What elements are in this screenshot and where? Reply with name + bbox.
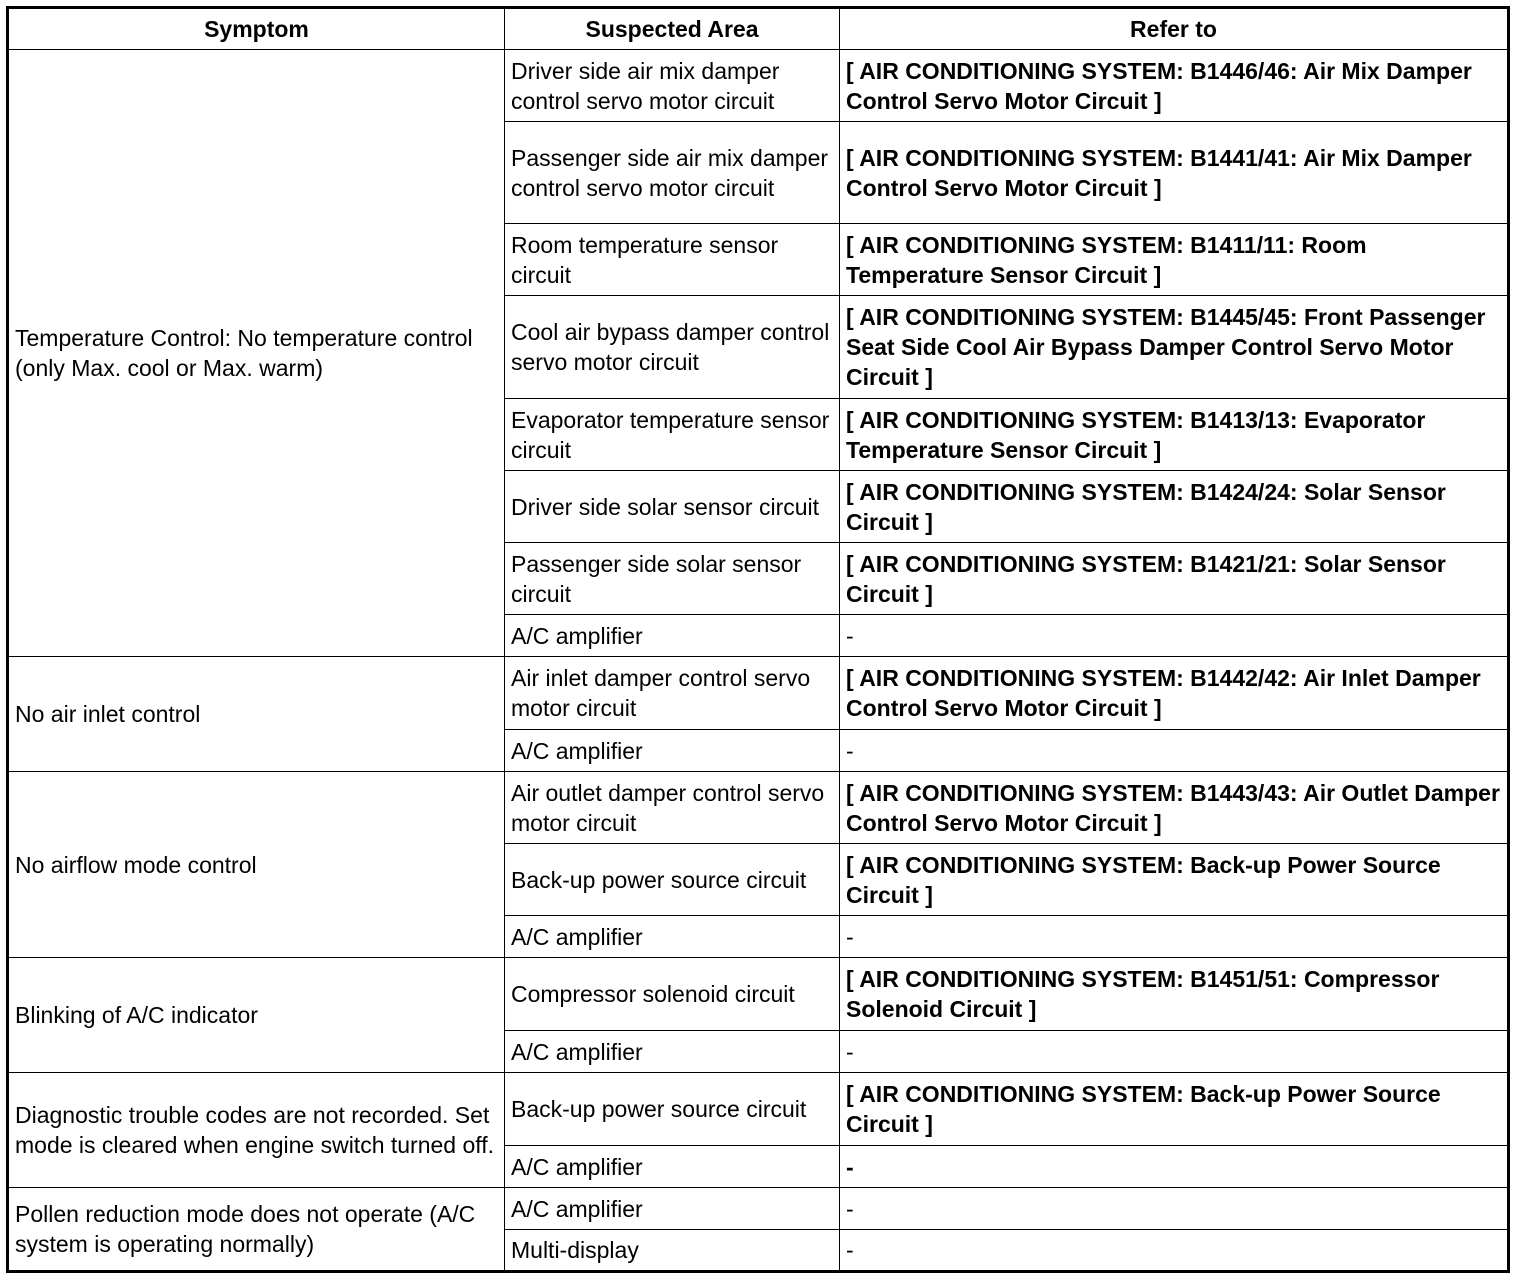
suspected-area-cell: A/C amplifier	[505, 615, 840, 657]
suspected-area-cell: Passenger side air mix damper control servo motor circuit	[505, 122, 840, 224]
suspected-area-cell: A/C amplifier	[505, 1188, 840, 1230]
refer-to-link[interactable]: [ AIR CONDITIONING SYSTEM: B1441/41: Air Mix Damper Control Servo Motor Circuit ]	[840, 122, 1509, 224]
refer-to-cell: -	[840, 1230, 1509, 1272]
refer-to-link[interactable]: [ AIR CONDITIONING SYSTEM: B1451/51: Compressor Solenoid Circuit ]	[840, 958, 1509, 1031]
suspected-area-cell: A/C amplifier	[505, 730, 840, 772]
header-refer-to: Refer to	[840, 8, 1509, 50]
symptom-cell: Blinking of A/C indicator	[8, 958, 505, 1073]
refer-to-cell: -	[840, 916, 1509, 958]
symptom-cell: Diagnostic trouble codes are not recorded. Set mode is cleared when engine switch turned off.	[8, 1073, 505, 1188]
suspected-area-cell: Compressor solenoid circuit	[505, 958, 840, 1031]
symptom-cell: Temperature Control: No temperature control (only Max. cool or Max. warm)	[8, 50, 505, 657]
table-row	[8, 1073, 1509, 1146]
symptom-cell: No airflow mode control	[8, 772, 505, 958]
symptom-cell: No air inlet control	[8, 657, 505, 772]
refer-to-link[interactable]: [ AIR CONDITIONING SYSTEM: B1443/43: Air Outlet Damper Control Servo Motor Circuit ]	[840, 772, 1509, 844]
refer-to-link[interactable]: [ AIR CONDITIONING SYSTEM: B1421/21: Solar Sensor Circuit ]	[840, 543, 1509, 615]
suspected-area-cell: Air outlet damper control servo motor circuit	[505, 772, 840, 844]
suspected-area-cell: Air inlet damper control servo motor circuit	[505, 657, 840, 730]
refer-to-link[interactable]: [ AIR CONDITIONING SYSTEM: Back-up Power Source Circuit ]	[840, 1073, 1509, 1146]
table-row	[8, 958, 1509, 1031]
header-symptom: Symptom	[8, 8, 505, 50]
header-row	[8, 8, 1509, 50]
suspected-area-cell: A/C amplifier	[505, 916, 840, 958]
suspected-area-cell: Room temperature sensor circuit	[505, 224, 840, 296]
suspected-area-cell: Evaporator temperature sensor circuit	[505, 399, 840, 471]
refer-to-link[interactable]: [ AIR CONDITIONING SYSTEM: B1413/13: Evaporator Temperature Sensor Circuit ]	[840, 399, 1509, 471]
refer-to-cell: -	[840, 730, 1509, 772]
refer-to-cell: -	[840, 1188, 1509, 1230]
refer-to-link[interactable]: [ AIR CONDITIONING SYSTEM: B1442/42: Air Inlet Damper Control Servo Motor Circuit ]	[840, 657, 1509, 730]
table-row	[8, 50, 1509, 122]
refer-to-cell: -	[840, 1031, 1509, 1073]
suspected-area-cell: Cool air bypass damper control servo motor circuit	[505, 296, 840, 399]
table-row	[8, 1188, 1509, 1230]
refer-to-link[interactable]: [ AIR CONDITIONING SYSTEM: B1424/24: Solar Sensor Circuit ]	[840, 471, 1509, 543]
table-row	[8, 657, 1509, 730]
suspected-area-cell: A/C amplifier	[505, 1031, 840, 1073]
troubleshooting-table	[6, 6, 1510, 1273]
refer-to-cell: -	[840, 1146, 1509, 1188]
suspected-area-cell: Passenger side solar sensor circuit	[505, 543, 840, 615]
suspected-area-cell: Back-up power source circuit	[505, 844, 840, 916]
suspected-area-cell: A/C amplifier	[505, 1146, 840, 1188]
header-suspected-area: Suspected Area	[505, 8, 840, 50]
suspected-area-cell: Multi-display	[505, 1230, 840, 1272]
refer-to-link[interactable]: [ AIR CONDITIONING SYSTEM: B1446/46: Air Mix Damper Control Servo Motor Circuit ]	[840, 50, 1509, 122]
refer-to-cell: -	[840, 615, 1509, 657]
symptom-cell: Pollen reduction mode does not operate (A/C system is operating normally)	[8, 1188, 505, 1272]
refer-to-link[interactable]: [ AIR CONDITIONING SYSTEM: B1445/45: Front Passenger Seat Side Cool Air Bypass Damper Control Servo Motor Circuit ]	[840, 296, 1509, 399]
suspected-area-cell: Driver side solar sensor circuit	[505, 471, 840, 543]
suspected-area-cell: Driver side air mix damper control servo motor circuit	[505, 50, 840, 122]
refer-to-link[interactable]: [ AIR CONDITIONING SYSTEM: B1411/11: Room Temperature Sensor Circuit ]	[840, 224, 1509, 296]
refer-to-link[interactable]: [ AIR CONDITIONING SYSTEM: Back-up Power Source Circuit ]	[840, 844, 1509, 916]
suspected-area-cell: Back-up power source circuit	[505, 1073, 840, 1146]
table-row	[8, 772, 1509, 844]
